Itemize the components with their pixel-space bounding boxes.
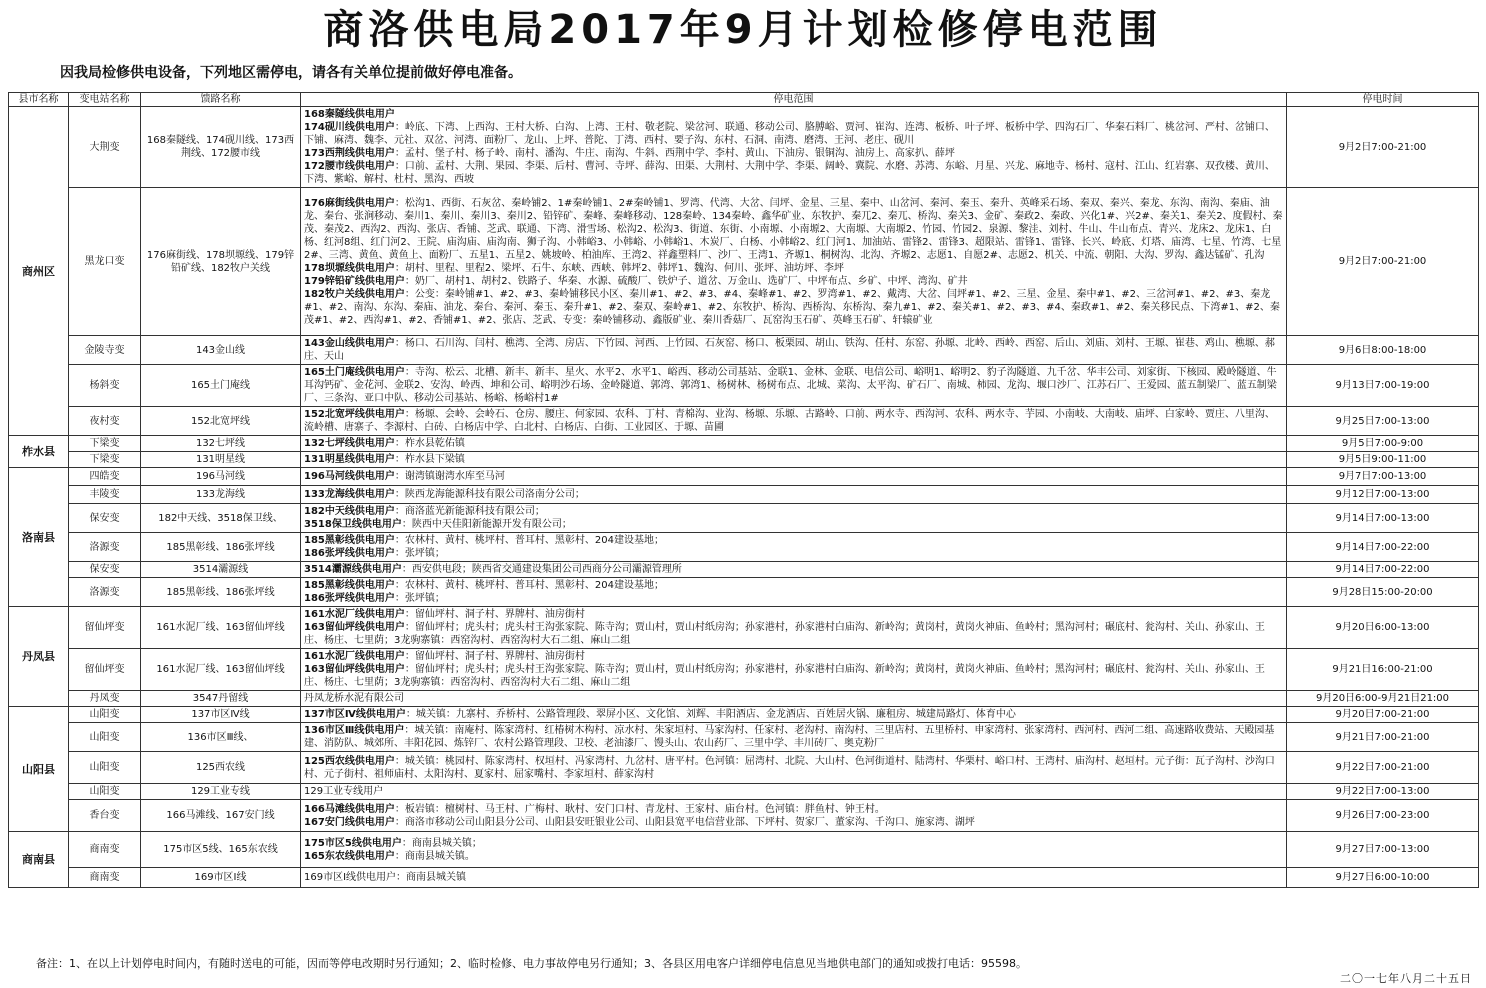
table-row [9,504,1479,533]
feeder-user-label: 182中天线供电用户 [304,506,395,517]
table-row [9,188,1479,336]
substation-cell: 保安变 [69,504,141,533]
page-title: 商洛供电局2017年9月计划检修停电范围 [323,7,1163,53]
feeder-user-label: 152北宽坪线供电用户 [304,409,405,420]
feeder-user-label: 133龙海线供电用户 [304,489,395,500]
outage-range-entry [304,470,1283,483]
outage-range-entry [304,108,1283,121]
outage-range-entry [304,262,1283,275]
substation-cell: 丰陵变 [69,486,141,504]
substation-cell: 山阳变 [69,752,141,784]
substation-cell: 金陵寺变 [69,336,141,365]
outage-range-cell [301,752,1287,784]
outage-area-text: ：商洛蓝光新能源科技有限公司； [394,506,545,517]
outage-range-cell [301,504,1287,533]
outage-range-cell [301,188,1287,336]
outage-time-cell: 9月14日7:00-22:00 [1287,533,1479,562]
substation-cell: 商南变 [69,868,141,888]
feeder-user-label: 182牧户关线供电用户 [304,288,405,300]
outage-range-entry [304,518,1283,531]
outage-area-text: ：口前、孟村、大荆、果园、李渠、后村、曹河、寺坪、薛沟、田渠、大荆村、大荆中学、李渠、阔岭、冀院、水磨、苏湾、东峪、月星、兴龙、麻地寺、杨村、寇村、江山、红岩寨、双孜楼、黄川、下湾、紫峪、解村、杜村、黑沟、西坡 [304,161,1275,185]
outage-range-entry [304,534,1283,547]
outage-time-cell: 9月20日6:00-13:00 [1287,607,1479,649]
feeder-cell: 136市区Ⅲ线、 [141,723,301,752]
outage-range-cell [301,407,1287,436]
county-cell: 商州区 [9,107,69,436]
outage-area-text: ：奶厂、胡村1、胡村2、铁路子、华秦、水源、硫酸厂、铁炉子、道岔、万金山、选矿厂、中坪布点、乡矿、中坪、湾沟、矿井 [404,275,968,287]
outage-range-entry [304,803,1283,816]
outage-area-text: ：留仙坪村；虎头村；虎头村王沟张家院、陈寺沟；贾山村，贾山村纸房沟；孙家港村，孙家港村白庙沟、新岭沟；黄岗村，黄岗火神庙、鱼岭村；黑沟河村；碾底村、瓮沟村、关山、孙家山、王庄、杨庄、七里荫；3龙驹寨镇：西窑沟村、西窑沟村大石二组、麻山二组 [304,622,1265,646]
outage-range-cell [301,468,1287,486]
substation-cell: 下梁变 [69,452,141,468]
feeder-cell: 165土门庵线 [141,365,301,407]
outage-area-text: 129工业专线用户 [304,786,384,797]
outage-area-text: 169市区I线供电用户：商南县城关镇 [304,872,467,883]
outage-area-text: ：留仙坪村、洞子村、界牌村、油房街村 [404,651,585,662]
feeder-user-label: 166马滩线供电用户 [304,803,395,815]
feeder-user-label: 165土门庵线供电用户 [304,367,405,378]
feeder-user-label: 176麻街线供电用户 [304,197,395,209]
outage-range-cell [301,691,1287,707]
feeder-user-label: 3518保卫线供电用户 [304,519,402,530]
substation-cell: 商南变 [69,832,141,868]
substation-cell: 留仙坪变 [69,607,141,649]
outage-area-text: ：留仙坪村、洞子村、界牌村、油房街村 [404,609,585,620]
outage-time-cell: 9月14日7:00-13:00 [1287,504,1479,533]
feeder-cell: 133龙海线 [141,486,301,504]
outage-area-text: ：留仙坪村；虎头村；虎头村王沟张家院、陈寺沟；贾山村，贾山村纸房沟；孙家港村，孙家港村白庙沟、新岭沟；黄岗村，黄岗火神庙、鱼岭村；黑沟河村；碾底村、瓮沟村、关山、孙家山、王庄、杨庄、七里荫；3龙驹寨镇：西窑沟村、西窑沟村大石二组、麻山二组 [304,664,1265,688]
feeder-cell: 3547丹留线 [141,691,301,707]
outage-area-text: ：孟村、堡子村、杨子岭、南村、潘沟、牛庄、南沟、牛斜、西荆中学、李村、黄山、下油房、银铜沟、油房上、高家扒、薛坪 [394,148,955,159]
outage-area-text: ：农林村、黄村、桃坪村、普耳村、黑彰村、204建设基地； [394,580,664,591]
feeder-cell: 185黑彰线、186张坪线 [141,578,301,607]
outage-area-text: ：商洛市移动公司山阳县分公司、山阳县安旺银业公司、山阳县宽平电信营业部、下坪村、贺家厂、董家沟、千沟口、施家湾、湖坪 [394,816,975,828]
issue-date: 二〇一七年八月二十五日 [1340,972,1472,985]
outage-range-entry [304,579,1283,592]
table-body [9,107,1479,888]
feeder-user-label: 185黑彰线供电用户 [304,580,395,591]
feeder-user-label: 136市区Ⅲ线供电用户 [304,725,405,736]
outage-time-cell: 9月7日7:00-13:00 [1287,468,1479,486]
outage-time-cell: 9月27日6:00-10:00 [1287,868,1479,888]
header-range: 停电范围 [301,93,1287,107]
substation-cell: 黑龙口变 [69,188,141,336]
outage-area-text: 丹凤龙桥水泥有限公司 [304,693,404,704]
outage-range-cell [301,800,1287,832]
outage-table-wrap [8,92,1478,888]
feeder-cell: 175市区5线、165东农线 [141,832,301,868]
substation-cell: 山阳变 [69,784,141,800]
table-row [9,452,1479,468]
outage-time-cell: 9月28日15:00-20:00 [1287,578,1479,607]
feeder-cell: 143金山线 [141,336,301,365]
outage-time-cell: 9月21日7:00-21:00 [1287,723,1479,752]
feeder-cell: 137市区Ⅳ线 [141,707,301,723]
outage-range-entry [304,488,1283,501]
outage-range-entry [304,755,1283,781]
feeder-user-label: 131明星线供电用户 [304,454,395,465]
intro-text: 因我局检修供电设备，下列地区需停电，请各有关单位提前做好停电准备。 [60,65,522,81]
outage-range-entry [304,608,1283,621]
feeder-cell: 3514灞源线 [141,562,301,578]
outage-time-cell: 9月26日7:00-23:00 [1287,800,1479,832]
feeder-cell: 161水泥厂线、163留仙坪线 [141,649,301,691]
outage-range-entry [304,437,1283,450]
feeder-user-label: 161水泥厂线供电用户 [304,609,405,620]
outage-area-text: ：柞水县下梁镇 [394,454,465,465]
table-row [9,649,1479,691]
outage-range-entry [304,408,1283,434]
outage-range-cell [301,336,1287,365]
feeder-cell: 182中天线、3518保卫线、 [141,504,301,533]
outage-time-cell: 9月21日16:00-21:00 [1287,649,1479,691]
outage-range-cell [301,832,1287,868]
table-row [9,436,1479,452]
outage-area-text: ：陕西中天佳阳新能源开发有限公司； [401,519,572,530]
outage-range-entry [304,121,1283,147]
feeder-user-label: 168秦隧线供电用户 [304,109,395,120]
outage-range-cell [301,533,1287,562]
outage-area-text: ：板岩镇：檀树村、马王村、广梅村、耿村、安门口村、青龙村、王家村、庙台村。色河镇：胖鱼村、钟王村。 [394,803,885,815]
outage-area-text: ：杨口、石川沟、闫村、樵湾、全湾、房店、下竹园、河西、上竹园、石灰窑、杨口、板栗园、胡山、铁沟、任村、东窑、孙塬、北岭、西岭、西窑、后山、刘庙、刘村、王塬、崔巷、鸡山、樵塬、郝庄、天山 [304,338,1275,362]
outage-range-entry [304,850,1283,863]
feeder-cell: 169市区I线 [141,868,301,888]
table-row [9,468,1479,486]
feeder-user-label: 174砚川线供电用户 [304,122,395,133]
outage-range-cell [301,707,1287,723]
table-row [9,336,1479,365]
table-row [9,365,1479,407]
feeder-user-label: 178坝塬线供电用户 [304,262,395,274]
substation-cell: 四皓变 [69,468,141,486]
outage-time-cell: 9月12日7:00-13:00 [1287,486,1479,504]
county-cell: 洛南县 [9,468,69,607]
outage-time-cell: 9月20日6:00-9月21日21:00 [1287,691,1479,707]
table-row [9,691,1479,707]
outage-range-entry [304,547,1283,560]
outage-time-cell: 9月27日7:00-13:00 [1287,832,1479,868]
outage-range-entry [304,837,1283,850]
table-header-row [9,93,1479,107]
outage-range-entry [304,650,1283,663]
outage-range-entry [304,197,1283,262]
outage-time-cell: 9月25日7:00-13:00 [1287,407,1479,436]
substation-cell: 杨斜变 [69,365,141,407]
feeder-cell: 129工业专线 [141,784,301,800]
outage-range-cell [301,107,1287,188]
feeder-user-label: 125西农线供电用户 [304,755,395,767]
outage-range-cell [301,486,1287,504]
county-cell: 山阳县 [9,707,69,832]
outage-table [8,92,1479,888]
outage-area-text: ：松沟1、西街、石灰岔、秦岭铺2、1#秦岭铺1、2#秦岭铺1、罗湾、代湾、大岔、闫坪、金星、三星、秦中、山岔河、秦河、秦玉、秦升、英峰采石场、秦双、秦兴、秦龙、东沟、南沟、秦庙、油龙、秦台、张涧移动、秦川1、秦川、秦川3、秦川2、铅锌矿、秦峰、秦峰移动、128秦岭、134秦岭、鑫华矿业、东牧护、秦兀2、秦兀、桥沟、秦关3、金矿、秦政2、秦政、兴化1#、兴2#、秦关1、秦关2、度假村、秦茂、秦茂2、西沟2、西沟、张店、香铺、芝武、联通、下湾、滑雪场、松沟2、松沟3、街道、东街、小南塬、小南塬2、大南塬、大南塬2、竹园、竹园2、泉源、黎洼、刘村、牛山、牛山布点、青兴、龙床2、龙床1、白杨、红河8组、红门河2、王院、庙沟庙、庙沟南、狮子沟、小韩峪3、小韩峪、小韩峪1、木炭厂、白杨、小韩峪2、红门河1、加油站、雷锋2、雷锋3、超限站、雷锋1、雷锋、长兴、岭底、灯塔、庙湾、七星、竹湾、七星2#、三湾、黄鱼、黄鱼上、面粉厂、五星1、五星2、姚坡岭、柏油库、王湾2、祥鑫塑料厂、沙厂、王湾1、齐塬1、桐树沟、北沟、齐塬2、志愿1、自愿2#、志愿2、机关、中流、朝阳、大沟、罗沟、鑫达锰矿、孔沟 [304,197,1283,261]
county-cell: 丹凤县 [9,607,69,707]
footnote: 备注：1、在以上计划停电时间内，有随时送电的可能，因而等停电改期时另行通知；2、临时检修、电力事故停电另行通知；3、各县区用电客户详细停电信息见当地供电部门的通知或拨打电话：95598。 [36,957,1027,970]
outage-range-cell [301,436,1287,452]
substation-cell: 洛源变 [69,533,141,562]
substation-cell: 丹凤变 [69,691,141,707]
substation-cell: 山阳变 [69,707,141,723]
feeder-user-label: 196马河线供电用户 [304,471,395,482]
outage-range-cell [301,723,1287,752]
outage-range-entry [304,505,1283,518]
feeder-cell: 176麻街线、178坝塬线、179锌铅矿线、182牧户关线 [141,188,301,336]
feeder-user-label: 132七坪线供电用户 [304,438,395,449]
table-row [9,752,1479,784]
outage-area-text: ：岭底、下湾、上西沟、王村大桥、白沟、上湾、王村、敬老院、梁岔河、联通、移动公司、胳膊峪、贾河、崔沟、连湾、板桥、叶子坪、板桥中学、四沟石厂、华秦石料厂、桃岔河、严村、岔铺口、下铺、麻湾、魏李、元社、双岔、河湾、面粉厂、龙山、上坪、普陀、丁湾、西村、要子沟、东村、石洞、南湾、磨湾、王河、老庄、砚川 [304,122,1275,146]
outage-time-cell: 9月5日7:00-9:00 [1287,436,1479,452]
substation-cell: 洛源变 [69,578,141,607]
outage-range-cell [301,784,1287,800]
substation-cell: 大荆变 [69,107,141,188]
feeder-user-label: 186张坪线供电用户 [304,548,395,559]
outage-area-text: ：柞水县乾佑镇 [394,438,465,449]
header-feeder: 馈路名称 [141,93,301,107]
outage-range-entry [304,366,1283,405]
header-county: 县市名称 [9,93,69,107]
feeder-user-label: 3514灞源线供电用户 [304,564,402,575]
outage-range-cell [301,868,1287,888]
feeder-user-label: 175市区5线供电用户 [304,837,402,849]
substation-cell: 夜村变 [69,407,141,436]
outage-range-cell [301,562,1287,578]
feeder-user-label: 173西荆线供电用户 [304,148,395,159]
feeder-cell: 168秦隧线、174砚川线、173西荆线、172腰市线 [141,107,301,188]
header-substation: 变电站名称 [69,93,141,107]
outage-range-entry [304,337,1283,363]
outage-range-entry [304,871,1283,884]
outage-range-entry [304,592,1283,605]
feeder-user-label: 185黑彰线供电用户 [304,535,395,546]
outage-range-cell [301,365,1287,407]
outage-time-cell: 9月22日7:00-13:00 [1287,784,1479,800]
outage-range-cell [301,452,1287,468]
feeder-user-label: 163留仙坪线供电用户 [304,664,405,675]
outage-time-cell: 9月20日7:00-21:00 [1287,707,1479,723]
outage-range-entry [304,563,1283,576]
substation-cell: 山阳变 [69,723,141,752]
table-row [9,107,1479,188]
substation-cell: 保安变 [69,562,141,578]
table-row [9,533,1479,562]
table-row [9,723,1479,752]
outage-range-entry [304,663,1283,689]
outage-area-text: ：城关镇：桃园村、陈家湾村、权垣村、冯家湾村、九岔村、唐平村。色河镇：屈湾村、北院、大山村、色河街道村、陆湾村、华栗村、峪口村、王湾村、庙沟村、赵垣村。元子街：瓦子沟村、沙沟口村、元子街村、祖师庙村、太阳沟村、夏家村、屈家嘴村、李家垣村、薛家沟村 [304,755,1275,780]
outage-range-entry [304,692,1283,705]
feeder-cell: 196马河线 [141,468,301,486]
feeder-cell: 132七坪线 [141,436,301,452]
outage-area-text: ：陕西龙海能源科技有限公司洛南分公司； [394,489,585,500]
feeder-user-label: 179锌铅矿线供电用户 [304,275,405,287]
substation-cell: 下梁变 [69,436,141,452]
outage-range-cell [301,649,1287,691]
feeder-user-label: 165东农线供电用户 [304,850,395,862]
feeder-cell: 152北宽坪线 [141,407,301,436]
table-row [9,707,1479,723]
outage-area-text: ：张坪镇； [394,548,445,559]
header-time: 停电时间 [1287,93,1479,107]
outage-area-text: ：商南县城关镇； [401,837,482,849]
outage-range-entry [304,160,1283,186]
county-cell: 商南县 [9,832,69,888]
table-row [9,784,1479,800]
outage-range-entry [304,724,1283,750]
county-cell: 柞水县 [9,436,69,468]
outage-area-text: ：张坪镇； [394,593,445,604]
feeder-user-label: 172腰市线供电用户 [304,161,395,172]
feeder-cell: 131明星线 [141,452,301,468]
outage-area-text: ：胡村、里程、里程2、梁坪、石牛、东峡、西峡、韩坪2、韩坪1、魏沟、何川、张坪、油坊坪、李坪 [394,262,844,274]
outage-time-cell: 9月22日7:00-21:00 [1287,752,1479,784]
feeder-user-label: 143金山线供电用户 [304,338,395,349]
table-row [9,832,1479,868]
outage-range-entry [304,621,1283,647]
outage-time-cell: 9月2日7:00-21:00 [1287,188,1479,336]
outage-area-text: ：谢湾镇谢湾水库至马河 [394,471,505,482]
table-row [9,607,1479,649]
outage-area-text: ：寺沟、松云、北槽、新丰、新丰、星火、水平2、水平1、峪西、移动公司基站、金联1、金林、金联、电信公司、峪明1、峪明2、豹子沟隧道、九千岔、华丰公司、刘家街、下核园、殿岭隧道、牛耳沟钙矿、金花河、金联2、安沟、岭西、坤和公司、峪明沙石场、金岭隧道、郭湾、郭湾1、杨树林、杨树布点、北城、菜沟、太平沟、矿石厂、南城、柿园、龙沟、堰口沙厂、江苏石厂、王爱园、蓝五制梁厂、蓝五制梁厂、三条沟、亚口中队、移动公司基站、杨峪、杨峪村1# [304,367,1277,404]
feeder-cell: 161水泥厂线、163留仙坪线 [141,607,301,649]
outage-range-cell [301,578,1287,607]
outage-area-text: ：公变：秦岭铺#1、#2、#3、秦岭铺移民小区、秦川#1、#2、#3、#4、秦峰#1、#2、罗湾#1、#2、戴湾、大岔、闫坪#1、#2、三星、金星、秦中#1、#2、三岔河#1、#2、#3、秦龙#1、#2、南沟、东沟、秦庙、油龙、秦台、秦河、秦玉、秦升#1、#2、秦双、秦岭#1、#2、东牧护、桥沟、西桥沟、东桥沟、秦九#1、#2、秦关#1、#2、#3、#4、秦政#1、#2、秦关移民点、下湾#1、#2、秦茂#1、#2、西沟#1、#2、香铺#1、#2、张店、芝武、专变：秦岭铺移动、鑫版矿业、秦川香菇厂、瓦窑沟玉石矿、英峰玉石矿、轩辕矿业 [304,288,1280,326]
outage-range-entry [304,147,1283,160]
feeder-cell: 185黑彰线、186张坪线 [141,533,301,562]
outage-range-entry [304,816,1283,829]
outage-range-entry [304,288,1283,327]
outage-area-text: ：城关镇：南庵村、陈家湾村、红椿树木构村、凉水村、朱家垣村、马家沟村、任家村、老沟村、南沟村、三里店村、五里桥村、申家湾村、张家湾村、西河村、西河二组、高速路收费站、天殿园基建、消防队、城郊所、丰阳花园、炼锌厂、农村公路管理段、卫校、老油漆厂、馒头山、农山药厂、三里中学、丰川砖厂、奥克粉厂 [304,725,1275,749]
outage-area-text: ：西安供电段；陕西省交通建设集团公司西商分公司灞源管理所 [401,564,682,575]
feeder-user-label: 137市区Ⅳ线供电用户 [304,709,406,720]
outage-range-entry [304,275,1283,288]
outage-range-entry [304,453,1283,466]
table-row [9,407,1479,436]
table-row [9,578,1479,607]
table-row [9,800,1479,832]
feeder-user-label: 163留仙坪线供电用户 [304,622,405,633]
outage-time-cell: 9月5日9:00-11:00 [1287,452,1479,468]
outage-area-text: ：城关镇：九寨村、乔桥村、公路管理段、翠屏小区、文化馆、刘辉、丰阳酒店、金龙酒店、百姓居火锅、廉租房、城建局路灯、体育中心 [405,709,1016,720]
outage-time-cell: 9月13日7:00-19:00 [1287,365,1479,407]
feeder-user-label: 161水泥厂线供电用户 [304,651,405,662]
table-row [9,868,1479,888]
table-row [9,562,1479,578]
feeder-cell: 166马滩线、167安门线 [141,800,301,832]
substation-cell: 香台变 [69,800,141,832]
outage-time-cell: 9月2日7:00-21:00 [1287,107,1479,188]
outage-range-entry [304,785,1283,798]
outage-area-text: ：杨塬、会岭、会岭石、仓房、腰庄、何家园、农科、丁村、青棉沟、业沟、杨塬、乐塬、古路岭、口前、两水寺、西沟河、农科、两水寺、芋园、小南岐、大南岐、庙坪、白家岭、贾庄、八里沟、流岭槽、唐寨子、李源村、白砖、白杨店中学、白北村、白杨店、白街、工业园区、于塬、苗圃 [304,409,1275,433]
outage-time-cell: 9月14日7:00-22:00 [1287,562,1479,578]
outage-time-cell: 9月6日8:00-18:00 [1287,336,1479,365]
feeder-user-label: 186张坪线供电用户 [304,593,395,604]
outage-range-cell [301,607,1287,649]
outage-area-text: ：商南县城关镇。 [394,850,475,862]
feeder-user-label: 167安门线供电用户 [304,816,395,828]
feeder-cell: 125西农线 [141,752,301,784]
table-row [9,486,1479,504]
outage-range-entry [304,708,1283,721]
outage-area-text: ：农林村、黄村、桃坪村、普耳村、黑彰村、204建设基地； [394,535,664,546]
substation-cell: 留仙坪变 [69,649,141,691]
